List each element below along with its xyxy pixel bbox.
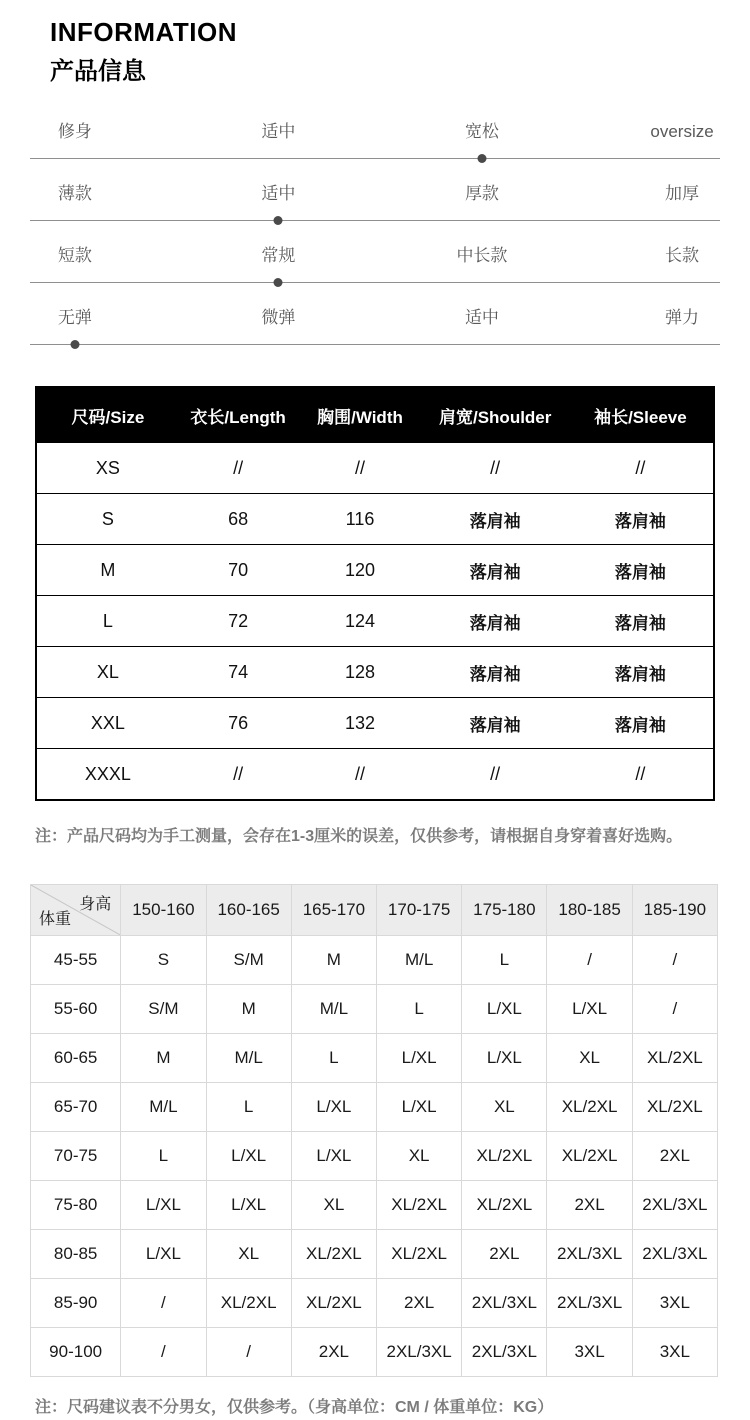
weight-header-cell: 80-85: [31, 1230, 121, 1279]
size-table-body: [36, 443, 714, 801]
height-header-cell: 160-165: [206, 885, 291, 936]
height-header-cell: 180-185: [547, 885, 632, 936]
corner-label-weight: 体重: [39, 911, 72, 928]
fit-option-label: 适中: [464, 308, 499, 327]
fit-option-label: 弹力: [665, 308, 700, 327]
fit-option-label: 加厚: [665, 184, 700, 203]
size-table-header-cell: 尺码/Size: [36, 387, 179, 443]
reco-table-cell: 2XL/3XL: [547, 1279, 632, 1328]
size-table-cell: 74: [179, 647, 298, 698]
size-table-cell: 落肩袖: [568, 698, 714, 749]
reco-table-cell: 3XL: [632, 1279, 717, 1328]
reco-table-cell: 2XL/3XL: [632, 1230, 717, 1279]
size-table-cell: 124: [297, 596, 422, 647]
size-table-header-cell: 胸围/Width: [297, 387, 422, 443]
size-table-cell: 落肩袖: [423, 494, 568, 545]
reco-table-cell: L: [291, 1034, 376, 1083]
fit-option-label: 厚款: [464, 184, 499, 203]
reco-table-cell: L/XL: [291, 1083, 376, 1132]
height-header-cell: 185-190: [632, 885, 717, 936]
reco-table-cell: M/L: [206, 1034, 291, 1083]
fit-scale-line: [30, 158, 720, 159]
reco-table-cell: XL/2XL: [632, 1083, 717, 1132]
size-table-cell: S: [36, 494, 179, 545]
reco-table-cell: /: [547, 936, 632, 985]
reco-table-cell: XL/2XL: [291, 1279, 376, 1328]
size-table-cell: XXL: [36, 698, 179, 749]
reco-table-cell: L/XL: [547, 985, 632, 1034]
reco-table-cell: 2XL/3XL: [377, 1328, 462, 1377]
size-table-cell: 落肩袖: [568, 596, 714, 647]
reco-table-cell: 3XL: [547, 1328, 632, 1377]
reco-table-cell: L/XL: [121, 1181, 206, 1230]
selected-marker-dot: [477, 154, 486, 163]
table-row: [31, 1132, 718, 1181]
weight-header-cell: 65-70: [31, 1083, 121, 1132]
weight-header-cell: 60-65: [31, 1034, 121, 1083]
fit-row: [30, 178, 720, 240]
reco-table-header-row: [31, 885, 718, 936]
reco-table-cell: S/M: [121, 985, 206, 1034]
reco-table-cell: 2XL: [377, 1279, 462, 1328]
fit-option-label: 微弹: [261, 308, 296, 327]
size-recommendation-table: [30, 884, 718, 1377]
reco-table-cell: L: [121, 1132, 206, 1181]
reco-table-cell: M/L: [377, 936, 462, 985]
reco-table-cell: M: [121, 1034, 206, 1083]
corner-label-height: 身高: [79, 896, 112, 913]
table-row: [31, 985, 718, 1034]
size-table-header-cell: 肩宽/Shoulder: [423, 387, 568, 443]
reco-table-cell: L/XL: [377, 1034, 462, 1083]
table-row: [31, 1034, 718, 1083]
table-row: [31, 1230, 718, 1279]
table-row: [31, 936, 718, 985]
size-table-header-cell: 衣长/Length: [179, 387, 298, 443]
reco-table-cell: L/XL: [291, 1132, 376, 1181]
size-table-cell: 落肩袖: [423, 698, 568, 749]
reco-table-cell: M: [291, 936, 376, 985]
fit-options: [30, 245, 720, 271]
height-header-cell: 150-160: [121, 885, 206, 936]
reco-table-cell: XL/2XL: [291, 1230, 376, 1279]
reco-table-cell: L/XL: [206, 1132, 291, 1181]
reco-table-cell: XL/2XL: [547, 1083, 632, 1132]
weight-header-cell: 75-80: [31, 1181, 121, 1230]
reco-table-body: [31, 936, 718, 1377]
size-table-cell: //: [297, 749, 422, 801]
reco-table-cell: L: [462, 936, 547, 985]
reco-table-cell: L/XL: [462, 985, 547, 1034]
reco-table-cell: XL: [206, 1230, 291, 1279]
reco-table-cell: 2XL: [632, 1132, 717, 1181]
size-table-cell: //: [423, 749, 568, 801]
table-row: [36, 749, 714, 801]
reco-table-cell: 2XL: [462, 1230, 547, 1279]
table-row: [36, 545, 714, 596]
reco-table-cell: /: [632, 936, 717, 985]
reco-table-cell: 2XL: [291, 1328, 376, 1377]
size-table-cell: //: [179, 443, 298, 494]
size-table-cell: XXXL: [36, 749, 179, 801]
reco-table-cell: 2XL: [547, 1181, 632, 1230]
height-header-cell: 165-170: [291, 885, 376, 936]
page-title-en: INFORMATION: [50, 17, 237, 47]
size-table-cell: //: [423, 443, 568, 494]
size-table-header-cell: 袖长/Sleeve: [568, 387, 714, 443]
table-row: [36, 443, 714, 494]
size-table-cell: XS: [36, 443, 179, 494]
table-row: [36, 698, 714, 749]
fit-row: [30, 116, 720, 178]
size-table-cell: //: [179, 749, 298, 801]
fit-row: [30, 302, 720, 364]
fit-option-label: 薄款: [57, 184, 92, 203]
fit-scale-line: [30, 344, 720, 345]
reco-table-cell: /: [206, 1328, 291, 1377]
fit-option-label: 短款: [57, 246, 92, 265]
reco-table-cell: 2XL/3XL: [632, 1181, 717, 1230]
weight-header-cell: 45-55: [31, 936, 121, 985]
weight-header-cell: 70-75: [31, 1132, 121, 1181]
reco-table-cell: XL: [547, 1034, 632, 1083]
table-row: [31, 1083, 718, 1132]
size-table-cell: 落肩袖: [423, 545, 568, 596]
reco-table-cell: XL/2XL: [206, 1279, 291, 1328]
reco-table-cell: L/XL: [121, 1230, 206, 1279]
height-header-cell: 175-180: [462, 885, 547, 936]
weight-header-cell: 55-60: [31, 985, 121, 1034]
size-table-note: 注：产品尺码均为手工测量，会存在1-3厘米的误差，仅供参考，请根据自身穿着喜好选购。: [35, 828, 683, 845]
reco-table-note: 注：尺码建议表不分男女，仅供参考。（身高单位：CM / 体重单位：KG）: [35, 1399, 554, 1416]
table-row: [31, 1181, 718, 1230]
size-table-cell: 落肩袖: [568, 647, 714, 698]
fit-option-label: oversize: [650, 122, 714, 141]
reco-table-cell: /: [121, 1328, 206, 1377]
size-table-cell: //: [297, 443, 422, 494]
height-header-cell: 170-175: [377, 885, 462, 936]
size-table-cell: 落肩袖: [568, 545, 714, 596]
size-table-cell: 132: [297, 698, 422, 749]
fit-scale-line: [30, 282, 720, 283]
fit-options: [30, 121, 720, 147]
fit-options: [30, 183, 720, 209]
weight-header-cell: 90-100: [31, 1328, 121, 1377]
fit-option-label: 适中: [261, 122, 296, 141]
fit-scales: [30, 116, 720, 364]
fit-options: [30, 307, 720, 333]
reco-table-cell: XL: [291, 1181, 376, 1230]
reco-table-cell: XL/2XL: [632, 1034, 717, 1083]
size-table-cell: //: [568, 443, 714, 494]
reco-table-cell: L/XL: [206, 1181, 291, 1230]
size-table-cell: XL: [36, 647, 179, 698]
size-table-cell: 120: [297, 545, 422, 596]
reco-table-cell: XL/2XL: [462, 1132, 547, 1181]
fit-row: [30, 240, 720, 302]
weight-header-cell: 85-90: [31, 1279, 121, 1328]
table-row: [31, 1279, 718, 1328]
reco-table-cell: /: [121, 1279, 206, 1328]
size-table: [35, 386, 715, 801]
size-table-cell: 落肩袖: [423, 647, 568, 698]
reco-table-cell: S: [121, 936, 206, 985]
selected-marker-dot: [70, 340, 79, 349]
size-table-cell: //: [568, 749, 714, 801]
reco-table-cell: XL/2XL: [377, 1181, 462, 1230]
selected-marker-dot: [274, 216, 283, 225]
diagonal-header-cell: [31, 885, 121, 936]
page-title-zh: 产品信息: [50, 58, 146, 85]
reco-table-cell: M/L: [121, 1083, 206, 1132]
fit-option-label: 长款: [665, 246, 700, 265]
reco-table-cell: 3XL: [632, 1328, 717, 1377]
size-table-header-row: [36, 387, 714, 443]
reco-table-cell: XL/2XL: [462, 1181, 547, 1230]
size-table-cell: 落肩袖: [568, 494, 714, 545]
size-table-cell: 72: [179, 596, 298, 647]
table-row: [36, 647, 714, 698]
reco-table-cell: 2XL/3XL: [462, 1328, 547, 1377]
fit-option-label: 修身: [57, 122, 92, 141]
reco-table-cell: L: [377, 985, 462, 1034]
size-table-cell: 70: [179, 545, 298, 596]
size-table-cell: L: [36, 596, 179, 647]
reco-table-cell: 2XL/3XL: [547, 1230, 632, 1279]
fit-option-label: 常规: [261, 246, 296, 265]
size-table-cell: 116: [297, 494, 422, 545]
reco-table-cell: L: [206, 1083, 291, 1132]
reco-table-head: [31, 885, 718, 936]
fit-option-label: 中长款: [456, 246, 508, 265]
reco-table-cell: XL: [377, 1132, 462, 1181]
size-table-cell: 落肩袖: [423, 596, 568, 647]
reco-table-cell: 2XL/3XL: [462, 1279, 547, 1328]
size-table-cell: 128: [297, 647, 422, 698]
selected-marker-dot: [274, 278, 283, 287]
table-row: [36, 494, 714, 545]
reco-table-cell: XL: [462, 1083, 547, 1132]
fit-scale-line: [30, 220, 720, 221]
reco-table-cell: S/M: [206, 936, 291, 985]
reco-table-cell: M/L: [291, 985, 376, 1034]
size-table-cell: M: [36, 545, 179, 596]
size-table-head: [36, 387, 714, 443]
fit-option-label: 适中: [261, 184, 296, 203]
table-row: [31, 1328, 718, 1377]
reco-table-cell: L/XL: [377, 1083, 462, 1132]
reco-table-cell: XL/2XL: [547, 1132, 632, 1181]
reco-table-cell: L/XL: [462, 1034, 547, 1083]
reco-table-cell: M: [206, 985, 291, 1034]
reco-table-cell: /: [632, 985, 717, 1034]
size-table-cell: 68: [179, 494, 298, 545]
reco-table-cell: XL/2XL: [377, 1230, 462, 1279]
table-row: [36, 596, 714, 647]
fit-option-label: 无弹: [57, 308, 92, 327]
fit-option-label: 宽松: [464, 122, 499, 141]
size-table-cell: 76: [179, 698, 298, 749]
